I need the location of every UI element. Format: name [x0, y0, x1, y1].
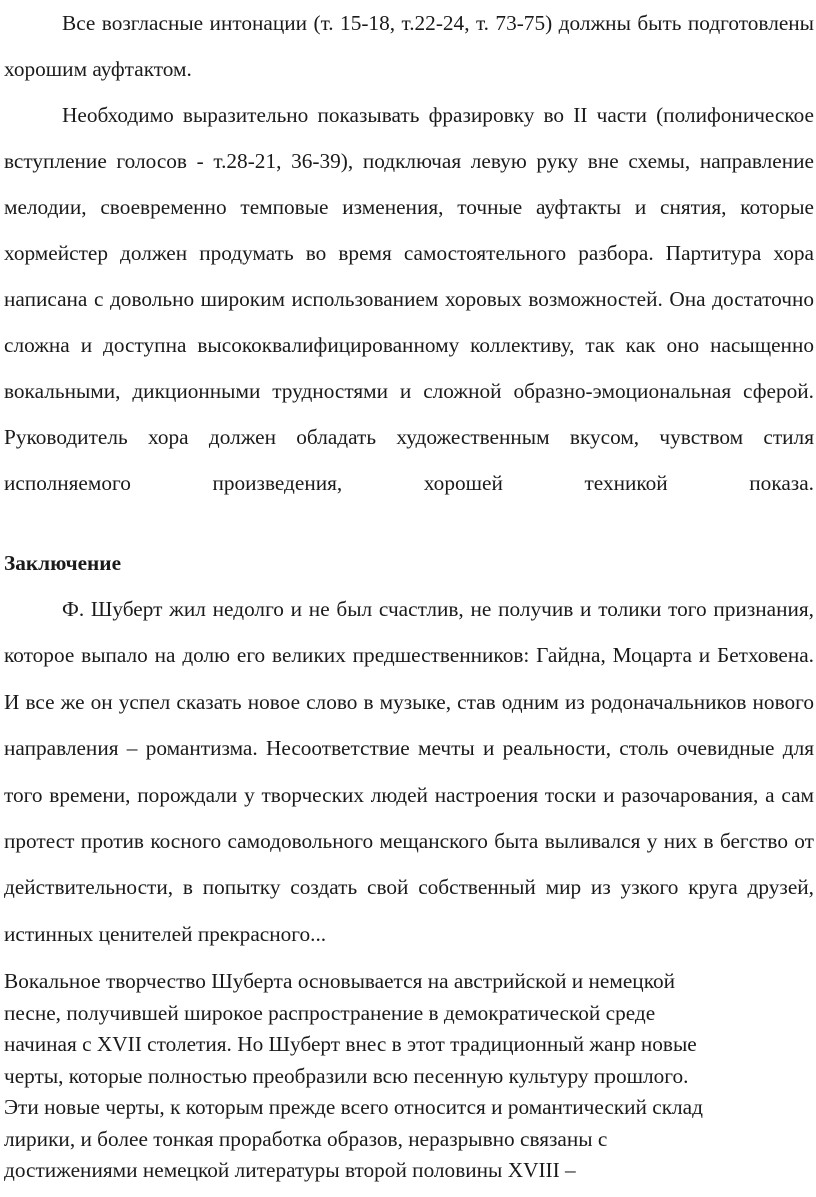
paragraph-schubert-life: Ф. Шуберт жил недолго и не был счастлив, не получив и толики того признания, которое выпало на долю его великих предшественников: Гайдна, Моцарта и Бетховена. И все же он успел сказать новое слово в музыке, став одним из родоначальников нового направления – романтизма. Несоответствие мечты и реальности, столь очевидные для того времени, порождали у творческих людей настроения тоски и разочарования, а сам протест против косного самодовольного мещанского быта выливался у них в бегство от действительности, в попытку создать свой собственный мир из узкого круга друзей, истинных ценителей прекрасного... [4, 597, 814, 946]
text-line: песне, получившей широкое распространение в демократической среде [4, 1000, 656, 1025]
text-line: Эти новые черты, к которым прежде всего относится и романтический склад [4, 1095, 703, 1119]
text-line: начиная с XVII столетия. Но Шуберт внес в этот традиционный жанр новые [4, 1032, 697, 1056]
text-line: лирики, и более тонкая проработка образов, неразрывно связаны с [4, 1126, 608, 1151]
paragraph-auftakt: Все возгласные интонации (т. 15-18, т.22-24, т. 73-75) должны быть подготовлены хорошим ауфтактом. [4, 11, 814, 81]
paragraph-phrasing: Необходимо выразительно показывать фразировку во II части (полифоническое вступление голосов - т.28-21, 36-39), подключая левую руку вне схемы, направление мелодии, своевременно темповые изменения, точные ауфтакты и снятия, которые хормейстер должен продумать во время самостоятельного разбора. Партитура хора написана с довольно широким использованием хоровых возможностей. Она достаточно сложна и доступна высококвалифицированному коллективу, так как оно насыщенно вокальными, дикционными трудностями и сложной образно-эмоциональная сферой. Руководитель хора должен обладать художественным вкусом, чувством стиля исполняемого произведения, хорошей техникой показа. [4, 103, 814, 495]
intro-section [4, 0, 814, 506]
conclusion-section [4, 586, 814, 957]
text-line: черты, которые полностью преобразили всю песенную культуру прошлого. [4, 1063, 689, 1088]
text-line: достижениями немецкой литературы второй половины XVIII – [4, 1158, 576, 1182]
paragraph-vocal-works [4, 966, 812, 1187]
vocal-works-section [4, 966, 812, 1187]
section-heading-conclusion: Заключение [4, 551, 122, 575]
text-line: Вокальное творчество Шуберта основывается на австрийской и немецкой [4, 969, 676, 993]
